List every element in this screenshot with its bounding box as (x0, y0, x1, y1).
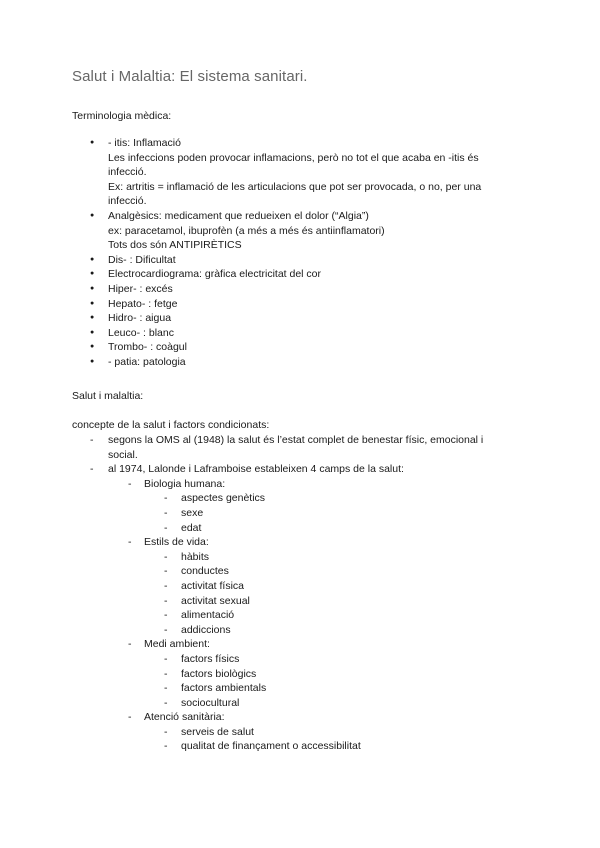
list-item-text: Hepato- : fetge (108, 297, 178, 310)
dash-marker: - (164, 506, 168, 519)
camp-subitem (72, 564, 532, 579)
page-title: Salut i Malaltia: El sistema sanitari. (72, 68, 308, 85)
terminology-heading: Terminologia mèdica: (72, 110, 172, 122)
list-item-text: sexe (181, 506, 204, 519)
list-item (72, 311, 532, 326)
dash-marker: - (164, 652, 168, 665)
list-item-text: sociocultural (181, 696, 240, 709)
camp-subitem (72, 550, 532, 565)
dash-marker: - (164, 696, 168, 709)
bullet-icon: ● (90, 255, 95, 263)
list-item-text: aspectes genètics (181, 492, 266, 505)
list-item-text: activitat sexual (181, 594, 250, 607)
list-item-text: al 1974, Lalonde i Laframboise estableixen 4 camps de la salut: (108, 463, 404, 476)
dash-marker: - (164, 550, 168, 563)
list-item-text: Electrocardiograma: gràfica electricitat del cor (108, 268, 322, 281)
camp-subitem (72, 579, 532, 594)
dash-marker: - (164, 579, 168, 592)
camp-subitem (72, 623, 532, 638)
bullet-icon: ● (90, 343, 95, 351)
list-item-text: segons la OMS al (1948) la salut és l’estat complet de benestar físic, emocional i (108, 434, 484, 446)
dash-marker: - (128, 638, 132, 651)
dash-marker: - (164, 740, 168, 753)
camp-subitem (72, 594, 532, 609)
bullet-icon: ● (90, 299, 95, 307)
camp-item (72, 637, 532, 652)
camp-item (72, 710, 532, 725)
dash-marker: - (164, 725, 168, 738)
dash-marker: - (164, 492, 168, 505)
list-item (72, 355, 532, 370)
list-item-text: - patia: patologia (108, 355, 186, 368)
terminology-list (72, 136, 532, 370)
list-item-text: edat (181, 521, 202, 534)
list-item-text: factors biològics (181, 667, 257, 680)
camp-subitem (72, 521, 532, 536)
dash-marker: - (90, 434, 94, 446)
bullet-icon: ● (90, 357, 95, 365)
list-item-text: qualitat de finançament o accessibilitat (181, 740, 361, 753)
dash-marker: - (164, 594, 168, 607)
camp-name: Medi ambient: (144, 638, 210, 651)
camp-subitem (72, 491, 532, 506)
list-item-text: conductes (181, 565, 229, 578)
list-item-text: serveis de salut (181, 725, 254, 738)
list-item (72, 253, 532, 268)
bullet-icon: ● (90, 139, 95, 146)
list-item-text: Trombo- : coàgul (108, 341, 187, 354)
camp-subitem (72, 506, 532, 521)
list-item-text: Dis- : Dificultat (108, 253, 176, 266)
list-item-text: Leuco- : blanc (108, 326, 174, 339)
dash-marker: - (128, 536, 132, 549)
dash-marker: - (128, 477, 132, 490)
salut-heading: Salut i malaltia: (72, 390, 144, 402)
dash-marker: - (164, 667, 168, 680)
camp-subitem (72, 739, 532, 754)
list-item-text: Les infeccions poden provocar inflamacions, però no tot el que acaba en -itis és (108, 151, 479, 164)
bullet-icon: ● (90, 328, 95, 336)
camp-subitem (72, 652, 532, 667)
camp-subitem (72, 681, 532, 696)
list-item-text: infecció. (108, 166, 147, 179)
list-item (72, 340, 532, 355)
list-item-text: Ex: artritis = inflamació de les articulacions que pot ser provocada, o no, per una (108, 180, 482, 193)
concept-heading: concepte de la salut i factors condicionats: (72, 419, 270, 431)
camp-name: Biologia humana: (144, 477, 226, 490)
bullet-icon: ● (90, 284, 95, 292)
camp-subitem (72, 608, 532, 623)
list-item-text: Tots dos són ANTIPIRÈTICS (108, 239, 242, 252)
list-item-text: - itis: Inflamació (108, 137, 181, 149)
list-item-text: addiccions (181, 623, 231, 636)
bullet-icon: ● (90, 314, 95, 322)
camp-subitem (72, 725, 532, 740)
concept-list (72, 433, 532, 754)
bullet-icon: ● (90, 270, 95, 278)
dash-marker: - (164, 609, 168, 622)
list-item (72, 433, 532, 462)
list-item-text: factors ambientals (181, 682, 267, 695)
list-item-text: activitat física (181, 579, 245, 592)
list-item-text: social. (108, 448, 138, 461)
camp-item (72, 477, 532, 492)
dash-marker: - (164, 623, 168, 636)
dash-marker: - (164, 682, 168, 695)
list-item (72, 136, 532, 209)
dash-marker: - (128, 711, 132, 724)
dash-marker: - (164, 521, 168, 534)
camp-subitem (72, 667, 532, 682)
camp-subitem (72, 696, 532, 711)
list-item-text: factors físics (181, 652, 240, 665)
dash-marker: - (90, 463, 94, 476)
list-item-text: Hidro- : aigua (108, 312, 172, 325)
bullet-icon: ● (90, 211, 95, 219)
list-item-text: ex: paracetamol, ibuprofèn (a més a més és antiinflamatori) (108, 224, 385, 237)
list-item-text: alimentació (181, 609, 235, 622)
list-item-text: infecció. (108, 195, 147, 208)
camp-item (72, 535, 532, 550)
camp-name: Atenció sanitària: (144, 711, 225, 724)
list-item-text: Hiper- : excés (108, 282, 173, 295)
list-item (72, 462, 532, 477)
list-item (72, 267, 532, 282)
list-item-text: hàbits (181, 550, 210, 563)
camp-name: Estils de vida: (144, 536, 209, 549)
dash-marker: - (164, 565, 168, 578)
list-item (72, 326, 532, 341)
list-item (72, 282, 532, 297)
list-item-text: Analgèsics: medicament que redueixen el dolor (“Algia”) (108, 209, 369, 222)
list-item (72, 209, 532, 253)
list-item (72, 297, 532, 312)
